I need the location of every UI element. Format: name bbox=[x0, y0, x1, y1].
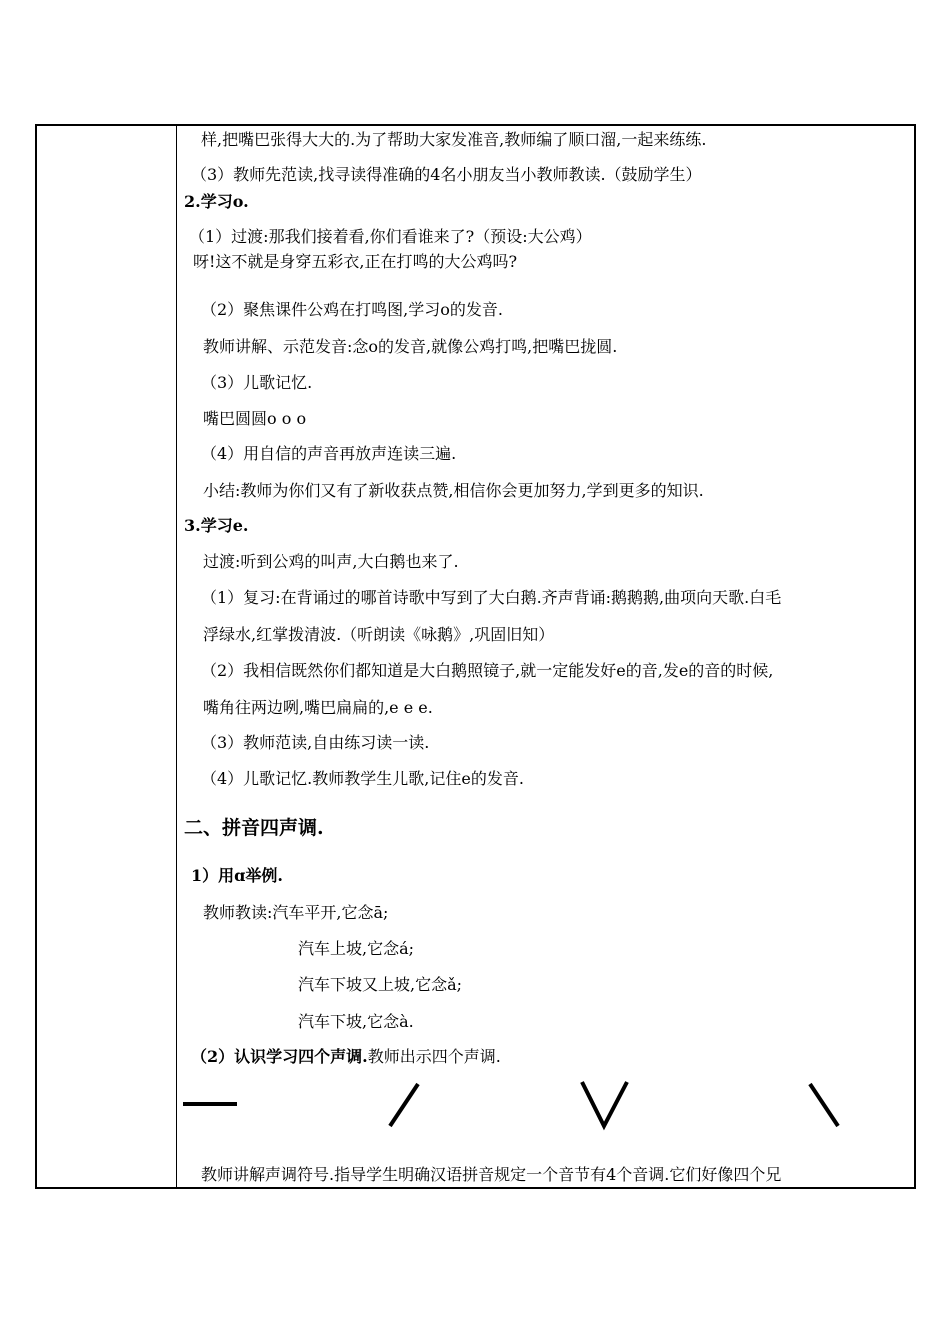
text-line: （3）教师先范读,找寻读得准确的4名小朋友当小教师教读.（鼓励学生） bbox=[191, 165, 702, 184]
bold-lead: （2）认识学习四个声调. bbox=[191, 1047, 368, 1066]
text-line: （4）儿歌记忆.教师教学生儿歌,记住e的发音. bbox=[201, 769, 524, 788]
column-divider bbox=[176, 126, 177, 1187]
text-line: 小结:教师为你们又有了新收获点赞,相信你会更加努力,学到更多的知识. bbox=[203, 481, 704, 500]
text-line: 教师讲解声调符号.指导学生明确汉语拼音规定一个音节有4个音调.它们好像四个兄 bbox=[201, 1165, 782, 1184]
text-line: 汽车下坡,它念à. bbox=[298, 1012, 414, 1031]
text-line: 过渡:听到公鸡的叫声,大白鹅也来了. bbox=[203, 552, 459, 571]
third-tone-icon bbox=[577, 1078, 633, 1132]
text-line: 嘴角往两边咧,嘴巴扁扁的,e e e. bbox=[203, 698, 433, 717]
text-line: （1）过渡:那我们接着看,你们看谁来了?（预设:大公鸡） bbox=[189, 227, 592, 246]
subsection-title: 1）用ɑ举例. bbox=[191, 866, 283, 885]
text-line: 嘴巴圆圆o o o bbox=[203, 409, 307, 428]
section-title-e: 3.学习e. bbox=[184, 516, 249, 535]
text-line: （4）用自信的声音再放声连读三遍. bbox=[201, 444, 457, 463]
text-line: （1）复习:在背诵过的哪首诗歌中写到了大白鹅.齐声背诵:鹅鹅鹅,曲项向天歌.白毛 bbox=[201, 588, 782, 607]
section-title-o: 2.学习o. bbox=[184, 192, 249, 211]
text-line: 呀!这不就是身穿五彩衣,正在打鸣的大公鸡吗? bbox=[193, 252, 518, 271]
text-line: 教师讲解、示范发音:念o的发音,就像公鸡打鸣,把嘴巴拢圆. bbox=[203, 337, 618, 356]
text-rest: 教师出示四个声调. bbox=[367, 1047, 501, 1066]
part-two-heading: 二、拼音四声调. bbox=[184, 817, 324, 839]
text-line: （3）教师范读,自由练习读一读. bbox=[201, 733, 430, 752]
text-line bbox=[191, 1047, 501, 1067]
text-line: 汽车下坡又上坡,它念ǎ; bbox=[298, 975, 463, 994]
text-line: 样,把嘴巴张得大大的.为了帮助大家发准音,教师编了顺口溜,一起来练练. bbox=[201, 130, 707, 149]
text-line: （2）聚焦课件公鸡在打鸣图,学习o的发音. bbox=[201, 300, 503, 319]
text-line: 浮绿水,红掌拨清波.（听朗读《咏鹅》,巩固旧知） bbox=[203, 625, 555, 644]
first-tone-icon bbox=[181, 1098, 241, 1112]
second-tone-icon bbox=[384, 1080, 424, 1130]
text-line: （3）儿歌记忆. bbox=[201, 373, 313, 392]
text-line: 教师教读:汽车平开,它念ā; bbox=[203, 903, 389, 922]
document-table bbox=[35, 124, 916, 1189]
text-line: （2）我相信既然你们都知道是大白鹅照镜子,就一定能发好e的音,发e的音的时候, bbox=[201, 661, 774, 680]
fourth-tone-icon bbox=[804, 1080, 844, 1130]
text-line: 汽车上坡,它念á; bbox=[298, 939, 415, 958]
